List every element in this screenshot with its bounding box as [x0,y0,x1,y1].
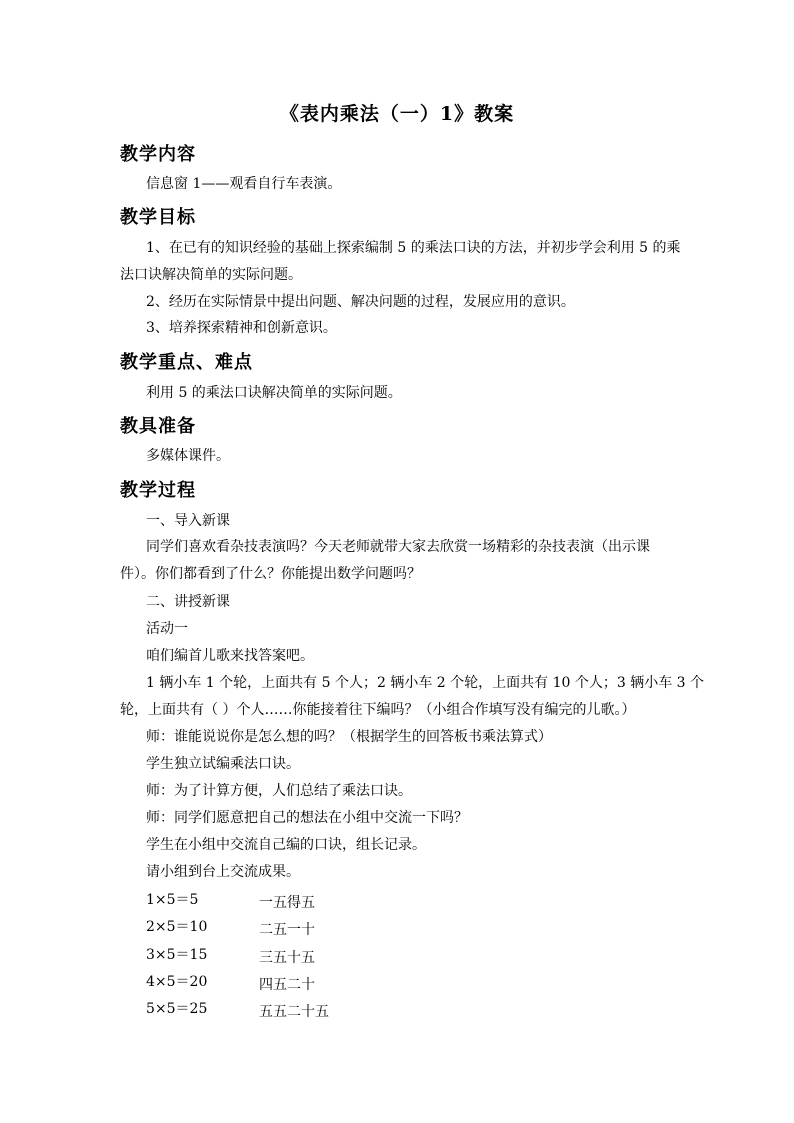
rhyme-cell: 一五得五 [259,895,315,911]
teaching-content-text: 信息窗 1——观看自行车表演。 [146,176,342,192]
heading-teaching-content: 教学内容 [120,144,196,165]
heading-teaching-tools: 教具准备 [120,416,196,437]
process-paragraph-6: 师：同学们愿意把自己的想法在小组中交流一下吗？ [146,810,468,826]
step-1-line-1: 同学们喜欢看杂技表演吗？今天老师就带大家去欣赏一场精彩的杂技表演（出示课 [146,539,650,555]
heading-teaching-goals: 教学目标 [120,207,196,228]
goal-1-line-1: 1、在已有的知识经验的基础上探索编制 5 的乘法口诀的方法，并初步学会利用 5 的乘 [146,240,681,256]
goal-2: 2、经历在实际情景中提出问题、解决问题的过程，发展应用的意识。 [146,294,575,310]
heading-teaching-process: 教学过程 [120,480,196,501]
process-paragraph-1: 咱们编首儿歌来找答案吧。 [146,648,314,664]
teaching-tools-text: 多媒体课件。 [146,448,230,464]
process-paragraph-8: 请小组到台上交流成果。 [146,864,300,880]
step-1-line-2: 件）。你们都看到了什么？你能提出数学问题吗？ [120,566,421,582]
goal-3: 3、培养探索精神和创新意识。 [146,320,337,336]
process-paragraph-3: 师：谁能说说你是怎么想的吗？（根据学生的回答板书乘法算式） [146,729,552,745]
process-paragraph-2-line-2: 轮，上面共有（ ）个人……你能接着往下编吗？（小组合作填写没有编完的儿歌。） [120,702,636,718]
step-1-heading: 一、导入新课 [146,513,230,529]
formula-cell: 3×5＝15 [146,947,208,963]
rhyme-cell: 三五十五 [259,950,315,966]
rhyme-cell: 四五二十 [259,977,315,993]
formula-cell: 4×5＝20 [146,974,208,990]
process-paragraph-5: 师：为了计算方便，人们总结了乘法口诀。 [146,783,412,799]
rhyme-cell: 二五一十 [259,922,315,938]
process-paragraph-4: 学生独立试编乘法口诀。 [146,756,300,772]
process-paragraph-7: 学生在小组中交流自己编的口诀，组长记录。 [146,837,426,853]
key-points-text: 利用 5 的乘法口诀解决简单的实际问题。 [146,385,402,401]
formula-cell: 1×5＝5 [146,892,199,908]
rhyme-cell: 五五二十五 [259,1004,329,1020]
document-title: 《表内乘法（一）1》教案 [279,103,515,125]
formula-cell: 2×5＝10 [146,919,208,935]
step-2-heading: 二、讲授新课 [146,594,230,610]
heading-key-points: 教学重点、难点 [120,352,253,373]
activity-label: 活动一 [146,621,188,637]
goal-1-line-2: 法口诀解决简单的实际问题。 [120,267,302,283]
process-paragraph-2-line-1: 1 辆小车 1 个轮，上面共有 5 个人；2 辆小车 2 个轮，上面共有 10 个人；3 辆小车 3 个 [146,675,705,691]
formula-cell: 5×5＝25 [146,1001,208,1017]
